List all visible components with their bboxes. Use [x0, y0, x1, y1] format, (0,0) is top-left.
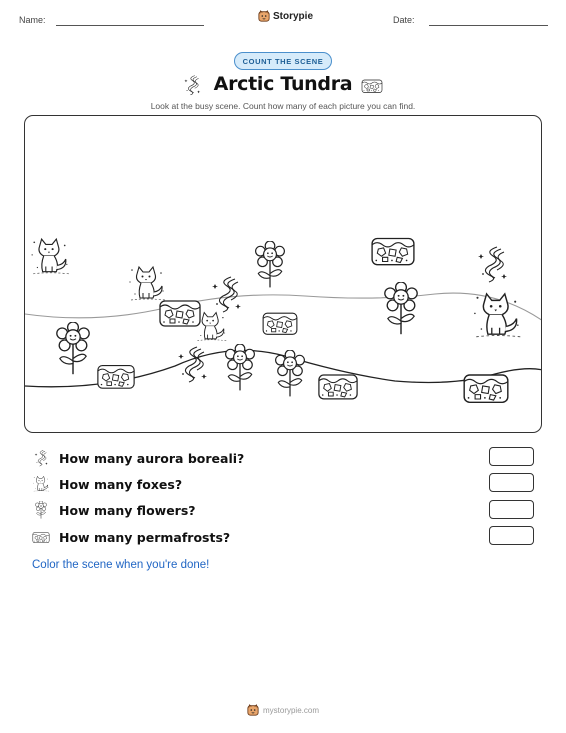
activity-badge: COUNT THE SCENE [234, 52, 332, 70]
fox-icon [471, 290, 523, 342]
aurora-icon [32, 449, 50, 467]
flower-icon [274, 350, 306, 398]
permafrost-icon [158, 296, 202, 328]
permafrost-icon [261, 309, 299, 336]
flower-icon [55, 322, 91, 376]
permafrost-icon [370, 233, 416, 267]
aurora-icon [177, 344, 207, 384]
question-foxes: How many foxes? [32, 474, 182, 494]
aurora-icon [477, 244, 507, 284]
name-label: Name: [19, 15, 46, 25]
question-permafrosts: How many permafrosts? [32, 527, 230, 547]
permafrost-icon [96, 361, 136, 390]
date-label: Date: [393, 15, 415, 25]
answer-box-flowers[interactable] [489, 500, 534, 519]
page-title: Arctic Tundra [213, 73, 353, 95]
fox-icon [29, 236, 71, 278]
permafrost-icon [361, 77, 383, 94]
footer-url: mystorypie.com [262, 705, 319, 715]
storypie-logo-icon [247, 704, 259, 716]
brand-name: Storypie [273, 10, 314, 22]
footer [0, 704, 566, 716]
aurora-icon [211, 274, 241, 314]
question-aurora: How many aurora boreali? [32, 448, 244, 468]
color-note: Color the scene when you're done! [32, 559, 210, 571]
instructions: Look at the busy scene. Count how many of each picture you can find. [150, 101, 416, 111]
answer-box-permafrosts[interactable] [489, 526, 534, 545]
brand-logo [258, 10, 313, 22]
answer-box-aurora[interactable] [489, 447, 534, 466]
answer-box-foxes[interactable] [489, 473, 534, 492]
flower-icon [224, 344, 256, 392]
permafrost-icon [462, 369, 510, 405]
flower-icon [32, 501, 50, 519]
flower-icon [383, 282, 419, 336]
question-flowers: How many flowers? [32, 500, 196, 520]
storypie-logo-icon [258, 10, 270, 22]
flower-icon [254, 241, 286, 289]
permafrost-icon [317, 370, 359, 401]
busy-scene [24, 115, 542, 433]
name-line[interactable] [56, 25, 204, 26]
permafrost-icon [32, 528, 50, 546]
fox-icon [32, 475, 50, 493]
date-line[interactable] [429, 25, 548, 26]
